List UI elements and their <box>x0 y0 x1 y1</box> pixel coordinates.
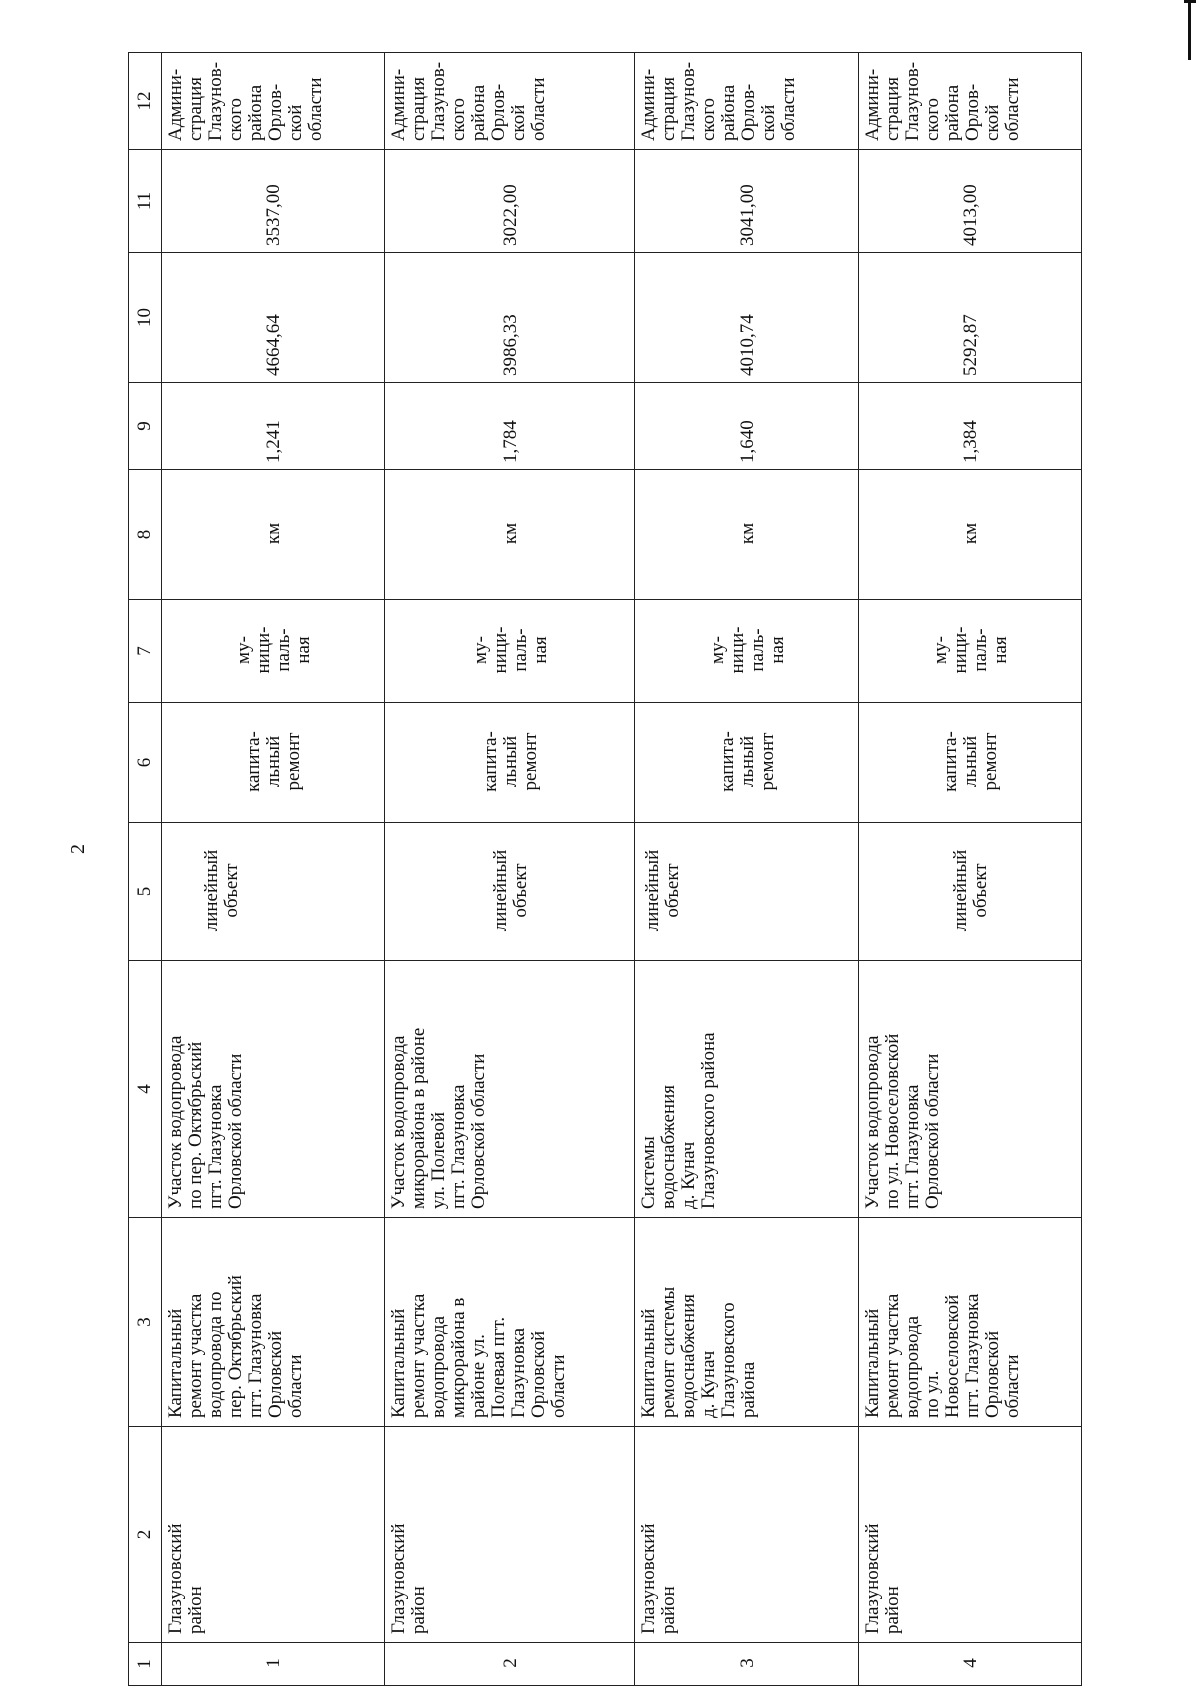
column-number: 10 <box>129 253 162 383</box>
table-row <box>385 53 635 1686</box>
quantity-cell: 1,784 <box>385 383 635 470</box>
work-type-cell: капита- льный ремонт <box>858 703 1081 823</box>
unit-cell: км <box>858 470 1081 600</box>
object-cell: Участок водопровода по пер. Октябрьский пгт. Глазуновка Орловской области <box>162 961 385 1218</box>
column-number: 11 <box>129 150 162 253</box>
work-name-cell: Капитальный ремонт участка водопровода по ул. Новоселовской пгт. Глазуновка Орловской области <box>858 1218 1081 1427</box>
unit-cell: км <box>162 470 385 600</box>
district-cell: Глазуновский район <box>162 1427 385 1643</box>
column-number: 1 <box>129 1643 162 1686</box>
ownership-cell: му- ници- паль- ная <box>385 600 635 703</box>
column-number: 12 <box>129 53 162 150</box>
column-number: 5 <box>129 823 162 961</box>
column-number: 6 <box>129 703 162 823</box>
district-cell: Глазуновский район <box>635 1427 858 1643</box>
sum-cell: 4013,00 <box>858 150 1081 253</box>
quantity-cell: 1,241 <box>162 383 385 470</box>
cost-cell: 4010,74 <box>635 253 858 383</box>
quantity-cell: 1,384 <box>858 383 1081 470</box>
column-number-row <box>129 53 162 1686</box>
column-number: 9 <box>129 383 162 470</box>
ownership-cell: му- ници- паль- ная <box>858 600 1081 703</box>
sum-cell: 3041,00 <box>635 150 858 253</box>
work-name-cell: Капитальный ремонт участка водопровода микрорайона в районе ул. Полевая пгт. Глазуновка Орловской области <box>385 1218 635 1427</box>
row-number: 1 <box>162 1643 385 1686</box>
object-cell: Системы водоснабжения д. Кунач Глазуновского района <box>635 961 858 1218</box>
work-name-cell: Капитальный ремонт участка водопровода по пер. Октябрьский пгт. Глазуновка Орловской области <box>162 1218 385 1427</box>
column-number: 3 <box>129 1218 162 1427</box>
table-row <box>162 53 385 1686</box>
customer-cell: Админи- страция Глазунов- ского района Орлов- ской области <box>635 53 858 150</box>
column-number: 7 <box>129 600 162 703</box>
column-number: 8 <box>129 470 162 600</box>
column-number: 4 <box>129 961 162 1218</box>
table-row <box>635 53 858 1686</box>
object-type-cell: линейный объект <box>162 823 385 961</box>
district-cell: Глазуновский район <box>858 1427 1081 1643</box>
row-number: 3 <box>635 1643 858 1686</box>
object-type-cell: линейный объект <box>385 823 635 961</box>
row-number: 4 <box>858 1643 1081 1686</box>
cost-cell: 3986,33 <box>385 253 635 383</box>
object-type-cell: линейный объект <box>858 823 1081 961</box>
column-number: 2 <box>129 1427 162 1643</box>
quantity-cell: 1,640 <box>635 383 858 470</box>
row-number: 2 <box>385 1643 635 1686</box>
cost-cell: 4664,64 <box>162 253 385 383</box>
work-type-cell: капита- льный ремонт <box>385 703 635 823</box>
unit-cell: км <box>385 470 635 600</box>
cost-cell: 5292,87 <box>858 253 1081 383</box>
table-row <box>858 53 1081 1686</box>
page-number: 2 <box>67 844 89 854</box>
work-type-cell: капита- льный ремонт <box>635 703 858 823</box>
object-cell: Участок водопровода по ул. Новоселовской пгт. Глазуновка Орловской области <box>858 961 1081 1218</box>
customer-cell: Админи- страция Глазунов- ского района Орлов- ской области <box>385 53 635 150</box>
works-table <box>128 52 1082 1686</box>
ownership-cell: му- ници- паль- ная <box>162 600 385 703</box>
ownership-cell: му- ници- паль- ная <box>635 600 858 703</box>
district-cell: Глазуновский район <box>385 1427 635 1643</box>
customer-cell: Админи- страция Глазунов- ского района Орлов- ской области <box>162 53 385 150</box>
object-type-cell: линейный объект <box>635 823 858 961</box>
object-cell: Участок водопровода микрорайона в районе ул. Полевой пгт. Глазуновка Орловской области <box>385 961 635 1218</box>
sum-cell: 3022,00 <box>385 150 635 253</box>
unit-cell: км <box>635 470 858 600</box>
work-name-cell: Капитальный ремонт системы водоснабжения д. Кунач Глазуновского района <box>635 1218 858 1427</box>
work-type-cell: капита- льный ремонт <box>162 703 385 823</box>
customer-cell: Админи- страция Глазунов- ского района Орлов- ской области <box>858 53 1081 150</box>
sum-cell: 3537,00 <box>162 150 385 253</box>
